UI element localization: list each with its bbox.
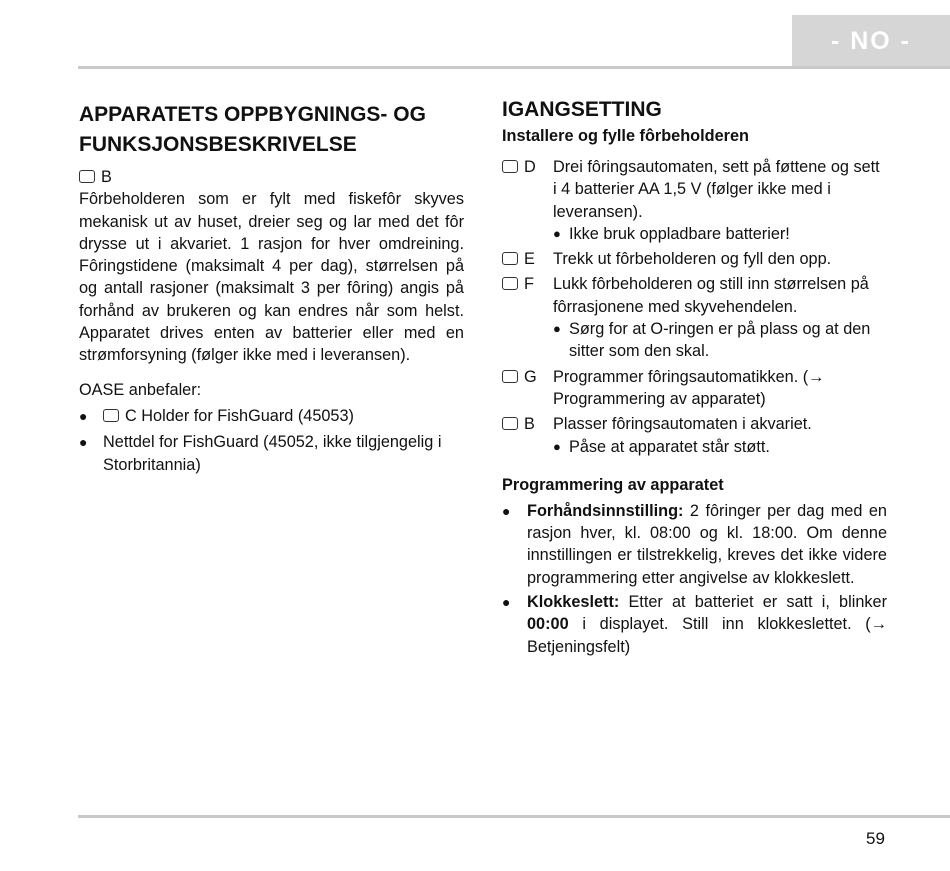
list-item [79, 431, 464, 476]
figure-box-icon [502, 252, 518, 265]
heading-line-1: APPARATETS OPPBYGNINGS- OG [79, 103, 426, 126]
left-column [79, 100, 464, 480]
list-item [502, 500, 887, 589]
figure-box-icon [502, 417, 518, 430]
figure-box-icon [502, 160, 518, 173]
description-text: Fôrbeholderen som er fylt med fiskefôr skyves mekanisk ut av huset, dreier seg og lar med det fôr drysse ut i akvariet. 1 rasjon for hver omdreining. Fôringstidene (maksimalt 4 per dag), størrelsen på og antall rasjoner (maksimalt 3 per fôring) angis på forhånd av brukeren og kan endres når som helst. Apparatet drives enten av batterier eller med en strømforsyning (følger ikke med i leveransen). [79, 190, 464, 365]
right-column [502, 95, 887, 660]
accessory-figure-ref: C [125, 406, 137, 425]
accessory-text: Nettdel for FishGuard (45052, ikke tilgjengelig i Storbritannia) [103, 433, 442, 474]
section-heading-startup: IGANGSETTING [502, 98, 662, 121]
list-item [79, 405, 464, 427]
step-note: Sørg for at O-ringen er på plass og at den sitter som den skal. [569, 320, 871, 361]
figure-ref-label: B [101, 168, 112, 186]
programming-subheading: Programmering av apparatet [502, 475, 724, 494]
step-text: Lukk fôrbeholderen og still inn størrelsen på fôrrasjonene med skyvehendelen. [553, 275, 869, 316]
clock-display-value: 00:00 [527, 615, 569, 634]
step-item [502, 156, 887, 245]
step-ref: F [524, 275, 534, 294]
figure-box-icon [79, 170, 95, 183]
step-ref: G [524, 367, 537, 386]
section-heading-description [79, 100, 464, 160]
bullet-icon: ● [79, 434, 88, 451]
step-text: Drei fôringsautomaten, sett på føttene og sett i 4 batterier AA 1,5 V (følger ikke med i leveransen). [553, 158, 880, 221]
step-item [502, 413, 887, 458]
top-divider [78, 66, 950, 69]
recommends-label: OASE anbefaler: [79, 380, 202, 399]
language-tab: - NO - [792, 15, 950, 67]
bullet-icon: ● [502, 502, 511, 519]
clock-text-after: i displayet. Still inn klokkeslettet. (→ Betjeningsfelt) [527, 615, 887, 656]
step-text: Trekk ut fôrbeholderen og fyll den opp. [553, 250, 832, 269]
bullet-icon: ● [502, 594, 511, 611]
step-text: Plasser fôringsautomaten i akvariet. [553, 415, 812, 434]
figure-box-icon [502, 370, 518, 383]
step-text: Programmer fôringsautomatikken. (→ Programmering av apparatet) [553, 367, 825, 408]
preset-text: 2 fôringer per dag med en rasjon hver, kl. 08:00 og kl. 18:00. Om denne innstillingen er tilstrekkelig, kreves det ikke videre programmering etter angivelse av klokkeslett. [527, 501, 887, 587]
step-item [502, 273, 887, 362]
page-number: 59 [866, 829, 885, 848]
bottom-divider [78, 815, 950, 818]
figure-ref [79, 166, 464, 188]
step-item [502, 366, 887, 411]
list-item [502, 591, 887, 658]
figure-box-icon [502, 277, 518, 290]
preset-label: Forhåndsinnstilling: [527, 501, 684, 520]
step-ref: E [524, 250, 535, 269]
bullet-icon: ● [553, 225, 561, 241]
figure-box-icon [103, 409, 119, 422]
bullet-icon: ● [553, 438, 561, 454]
clock-label: Klokkeslett: [527, 593, 620, 612]
step-item [502, 248, 887, 270]
clock-text: Etter at batteriet er satt i, blinker [619, 593, 887, 612]
step-ref: B [524, 415, 535, 434]
step-note: Påse at apparatet står støtt. [569, 437, 770, 456]
step-note: Ikke bruk oppladbare batterier! [569, 224, 790, 243]
step-ref: D [524, 158, 536, 176]
accessory-text: Holder for FishGuard (45053) [141, 406, 354, 425]
bullet-icon: ● [553, 321, 561, 337]
bullet-icon: ● [79, 407, 88, 424]
install-subheading: Installere og fylle fôrbeholderen [502, 127, 749, 145]
heading-line-2: FUNKSJONSBESKRIVELSE [79, 133, 357, 156]
